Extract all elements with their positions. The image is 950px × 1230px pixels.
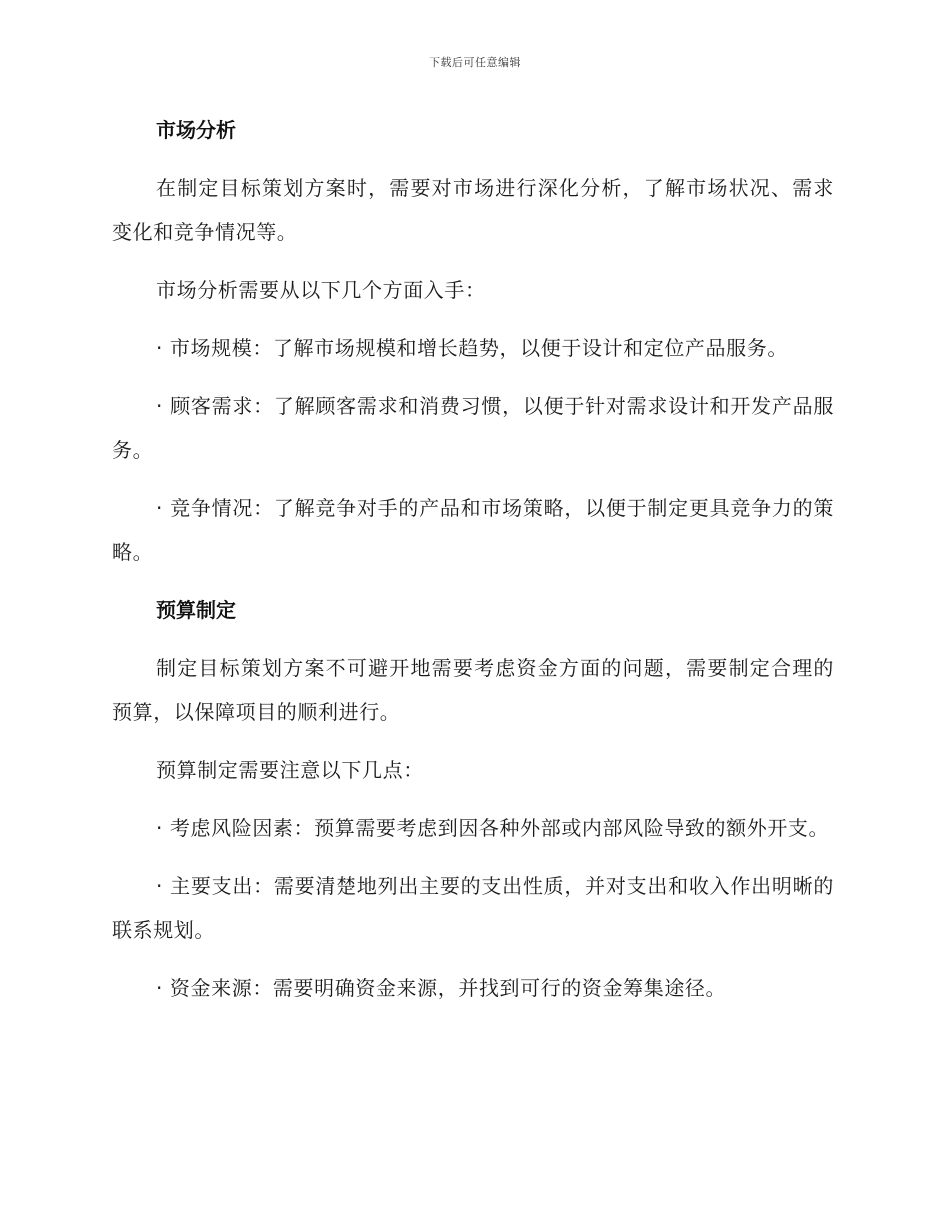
bullet-item: · 考虑风险因素：预算需要考虑到因各种外部或内部风险导致的额外开支。	[156, 816, 830, 840]
bullet-item: · 资金来源：需要明确资金来源，并找到可行的资金筹集途径。	[156, 976, 727, 1000]
bullet-item: · 市场规模：了解市场规模和增长趋势，以便于设计和定位产品服务。	[156, 336, 788, 360]
paragraph-intro: 在制定目标策划方案时，需要对市场进行深化分析，了解市场状况、需求变化和竞争情况等。	[112, 176, 834, 244]
document-body	[112, 108, 834, 1024]
section-budget	[112, 588, 834, 1010]
bullet-item: · 竞争情况：了解竞争对手的产品和市场策略，以便于制定更具竞争力的策略。	[112, 496, 834, 564]
section-market-analysis	[112, 108, 834, 574]
paragraph-lead: 预算制定需要注意以下几点：	[156, 758, 424, 782]
bullet-item: · 主要支出：需要清楚地列出主要的支出性质，并对支出和收入作出明晰的联系规划。	[112, 874, 834, 942]
section-heading: 预算制定	[156, 598, 236, 622]
header-note: 下载后可任意编辑	[429, 56, 521, 69]
section-heading: 市场分析	[156, 118, 236, 142]
bullet-item: · 顾客需求：了解顾客需求和消费习惯，以便于针对需求设计和开发产品服务。	[112, 394, 834, 462]
paragraph-intro: 制定目标策划方案不可避开地需要考虑资金方面的问题，需要制定合理的预算，以保障项目的顺利进行。	[112, 656, 834, 724]
paragraph-lead: 市场分析需要从以下几个方面入手：	[156, 278, 486, 302]
